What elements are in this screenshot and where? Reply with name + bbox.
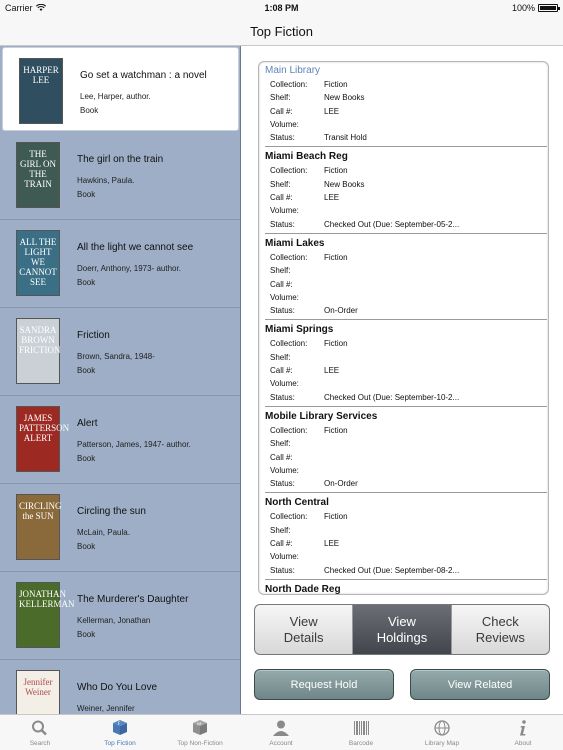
field-value: [324, 264, 539, 277]
field-value: Transit Hold: [324, 133, 367, 143]
book-list-item[interactable]: [0, 396, 241, 484]
field-value: [324, 351, 539, 364]
field-label: Collection:: [270, 252, 308, 262]
field-label: Volume:: [270, 119, 299, 129]
book-cover: ALL THE LIGHT WE CANNOT SEE: [16, 230, 60, 296]
branch-name: Miami Springs: [265, 324, 334, 336]
tab-account[interactable]: Account: [241, 715, 321, 750]
navigation-bar: [0, 16, 563, 46]
field-value: Checked Out (Due: September-08-2...: [324, 565, 460, 575]
branch-name: Miami Beach Reg: [265, 151, 348, 163]
holding-field-volume: [265, 204, 547, 217]
field-value: Fiction: [324, 80, 348, 89]
book-title: Go set a watchman : a novel: [80, 70, 207, 81]
field-value: [324, 204, 539, 217]
holding-field-volume: [265, 291, 547, 304]
book-cover: JAMES PATTERSON ALERT: [16, 406, 60, 472]
book-cover: JONATHAN KELLERMAN: [16, 582, 60, 648]
tab-top-non-fiction[interactable]: NF Top Non-Fiction: [160, 715, 240, 750]
magnifier-icon: [30, 719, 50, 737]
book-cover: SANDRA BROWN FRICTION: [16, 318, 60, 384]
book-author: Hawkins, Paula.: [77, 176, 135, 185]
field-label: Status:: [270, 133, 295, 143]
holding-field-shelf: [265, 351, 547, 364]
barcode-icon: [351, 719, 371, 737]
holding-field-volume: [265, 118, 547, 131]
holding-entry: [265, 237, 547, 320]
field-label: Collection:: [270, 80, 308, 89]
field-label: Shelf:: [270, 179, 291, 189]
book-title: Circling the sun: [77, 506, 146, 517]
field-label: Status:: [270, 306, 295, 316]
field-label: Volume:: [270, 292, 299, 302]
branch-name: Main Library: [265, 65, 321, 76]
book-format: Book: [77, 542, 96, 551]
view-details-segment[interactable]: View Details: [255, 605, 353, 654]
field-label: Shelf:: [270, 525, 291, 535]
field-label: Status:: [270, 219, 295, 229]
field-label: Volume:: [270, 552, 299, 562]
holding-field-call: [265, 278, 547, 291]
holdings-list[interactable]: [265, 64, 547, 595]
field-value: New Books: [324, 179, 365, 189]
tab-barcode[interactable]: Barcode: [321, 715, 401, 750]
book-author: Kellerman, Jonathan: [77, 616, 151, 625]
book-title: Alert: [77, 418, 98, 429]
battery-status: [512, 3, 558, 13]
holding-field-status: [265, 131, 547, 144]
page-title: Top Fiction: [250, 24, 313, 39]
field-label: Collection:: [270, 166, 308, 176]
book-format: Book: [80, 106, 99, 115]
view-holdings-segment[interactable]: View Holdings: [353, 605, 451, 654]
book-author: Brown, Sandra, 1948-: [77, 352, 155, 361]
holding-field-volume: [265, 464, 547, 477]
book-format: Book: [77, 278, 96, 287]
holding-field-collection: [265, 510, 547, 523]
holding-field-status: [265, 477, 547, 490]
clock: 1:08 PM: [264, 3, 299, 13]
book-cover: HARPER LEE: [19, 58, 63, 124]
holding-entry: [265, 410, 547, 493]
holding-field-collection: [265, 251, 547, 264]
field-label: Call #:: [270, 366, 293, 376]
field-value: Checked Out (Due: September-10-2...: [324, 392, 460, 402]
field-value: On-Order: [324, 479, 358, 489]
field-label: Status:: [270, 565, 295, 575]
field-label: Call #:: [270, 452, 293, 462]
holding-entry: [265, 323, 547, 406]
field-label: Status:: [270, 392, 295, 402]
field-value: On-Order: [324, 306, 358, 316]
field-value: LEE: [324, 366, 340, 376]
holding-field-volume: [265, 550, 547, 563]
book-list-item[interactable]: [0, 132, 241, 220]
book-format: Book: [77, 454, 96, 463]
field-label: Call #:: [270, 539, 293, 549]
detail-segmented-control[interactable]: [254, 604, 550, 655]
field-value: New Books: [324, 93, 365, 103]
book-title: The Murderer's Daughter: [77, 594, 189, 605]
nonfiction-book-icon: [190, 719, 210, 737]
branch-name: North Central: [265, 497, 329, 509]
book-list-item[interactable]: [2, 47, 239, 131]
book-author: McLain, Paula.: [77, 528, 130, 537]
field-label: Call #:: [270, 106, 293, 116]
holdings-panel[interactable]: [258, 61, 549, 595]
globe-icon: [432, 719, 452, 737]
view-related-button[interactable]: View Related: [410, 669, 550, 700]
field-value: Fiction: [324, 425, 348, 435]
field-label: Collection:: [270, 425, 308, 435]
field-label: Call #:: [270, 193, 293, 203]
holding-field-call: [265, 191, 547, 204]
field-label: Volume:: [270, 465, 299, 475]
svg-text:NF: NF: [197, 722, 202, 726]
book-title: Who Do You Love: [77, 682, 158, 693]
field-label: Shelf:: [270, 93, 291, 103]
holding-field-collection: [265, 164, 547, 177]
field-value: Fiction: [324, 339, 348, 349]
field-label: Call #:: [270, 279, 293, 289]
field-value: LEE: [324, 539, 340, 549]
svg-text:F: F: [118, 721, 121, 726]
holding-field-shelf: [265, 264, 547, 277]
book-cover: Jennifer Weiner: [16, 670, 60, 714]
field-value: [324, 437, 539, 450]
holding-entry: [265, 150, 547, 233]
branch-name: Mobile Library Services: [265, 410, 378, 422]
status-bar: [0, 0, 563, 16]
field-value: [324, 451, 539, 464]
field-value: [324, 524, 539, 537]
book-author: Doerr, Anthony, 1973- author.: [77, 264, 181, 273]
holding-field-volume: [265, 377, 547, 390]
field-label: Collection:: [270, 339, 308, 349]
holding-field-collection: [265, 337, 547, 350]
holding-field-call: [265, 105, 547, 118]
field-label: Volume:: [270, 206, 299, 216]
book-list-item[interactable]: [0, 308, 241, 396]
holding-field-collection: [265, 424, 547, 437]
person-icon: [271, 719, 291, 737]
request-hold-button[interactable]: Request Hold: [254, 669, 394, 700]
book-list-item[interactable]: [0, 220, 241, 308]
tab-search[interactable]: Search: [0, 715, 80, 750]
holding-field-status: [265, 391, 547, 404]
holding-entry: [265, 583, 547, 595]
holding-entry: [265, 496, 547, 579]
battery-icon: [538, 4, 558, 12]
book-title: All the light we cannot see: [77, 242, 194, 253]
book-format: Book: [77, 190, 96, 199]
book-format: Book: [77, 630, 96, 639]
field-label: Collection:: [270, 512, 308, 522]
field-value: [324, 118, 539, 131]
book-cover: THE GIRL ON THE TRAIN: [16, 142, 60, 208]
book-list-item[interactable]: [0, 484, 241, 572]
battery-percent: 100%: [511, 3, 535, 13]
branch-name: Miami Lakes: [265, 237, 325, 249]
holding-field-call: [265, 364, 547, 377]
field-label: Shelf:: [270, 266, 291, 276]
field-value: Fiction: [324, 512, 348, 522]
field-value: LEE: [324, 193, 340, 203]
field-value: [324, 291, 539, 304]
book-author: Patterson, James, 1947- author.: [77, 440, 191, 449]
book-author: Weiner, Jennifer: [77, 704, 135, 713]
book-author: Lee, Harper, author.: [80, 92, 151, 101]
tab-bar: [0, 714, 563, 750]
book-format: Book: [77, 366, 96, 375]
field-value: Fiction: [324, 166, 348, 176]
field-value: [324, 464, 539, 477]
book-cover: CIRCLING the SUN: [16, 494, 60, 560]
holding-field-shelf: [265, 437, 547, 450]
tab-about[interactable]: About: [483, 715, 563, 750]
holding-field-call: [265, 537, 547, 550]
tab-top-fiction[interactable]: F Top Fiction: [104, 721, 136, 747]
holding-field-status: [265, 564, 547, 577]
branch-name: North Dade Reg: [265, 583, 341, 595]
field-label: Shelf:: [270, 439, 291, 449]
holding-field-shelf: [265, 178, 547, 191]
holding-field-collection: [265, 78, 547, 91]
book-title: The girl on the train: [77, 154, 164, 165]
field-value: [324, 550, 539, 563]
field-label: Shelf:: [270, 352, 291, 362]
field-label: Status:: [270, 479, 295, 489]
holding-field-shelf: [265, 91, 547, 104]
field-value: [324, 377, 539, 390]
field-label: Volume:: [270, 379, 299, 389]
carrier-label: Carrier: [5, 3, 33, 13]
fiction-book-icon: [110, 719, 130, 737]
field-value: LEE: [324, 106, 340, 116]
book-list-item[interactable]: [0, 660, 241, 714]
tab-library-map[interactable]: Library Map: [402, 715, 482, 750]
book-title: Friction: [77, 330, 110, 341]
field-value: Fiction: [324, 252, 348, 262]
holding-field-call: [265, 451, 547, 464]
holding-entry: [265, 64, 547, 147]
holding-field-shelf: [265, 524, 547, 537]
check-reviews-segment[interactable]: Check Reviews: [475, 613, 525, 645]
book-list[interactable]: [0, 46, 241, 714]
field-value: [324, 278, 539, 291]
field-value: Checked Out (Due: September-05-2...: [324, 219, 460, 229]
info-icon: [513, 719, 533, 737]
holding-field-status: [265, 218, 547, 231]
book-list-item[interactable]: [0, 572, 241, 660]
holding-field-status: [265, 304, 547, 317]
